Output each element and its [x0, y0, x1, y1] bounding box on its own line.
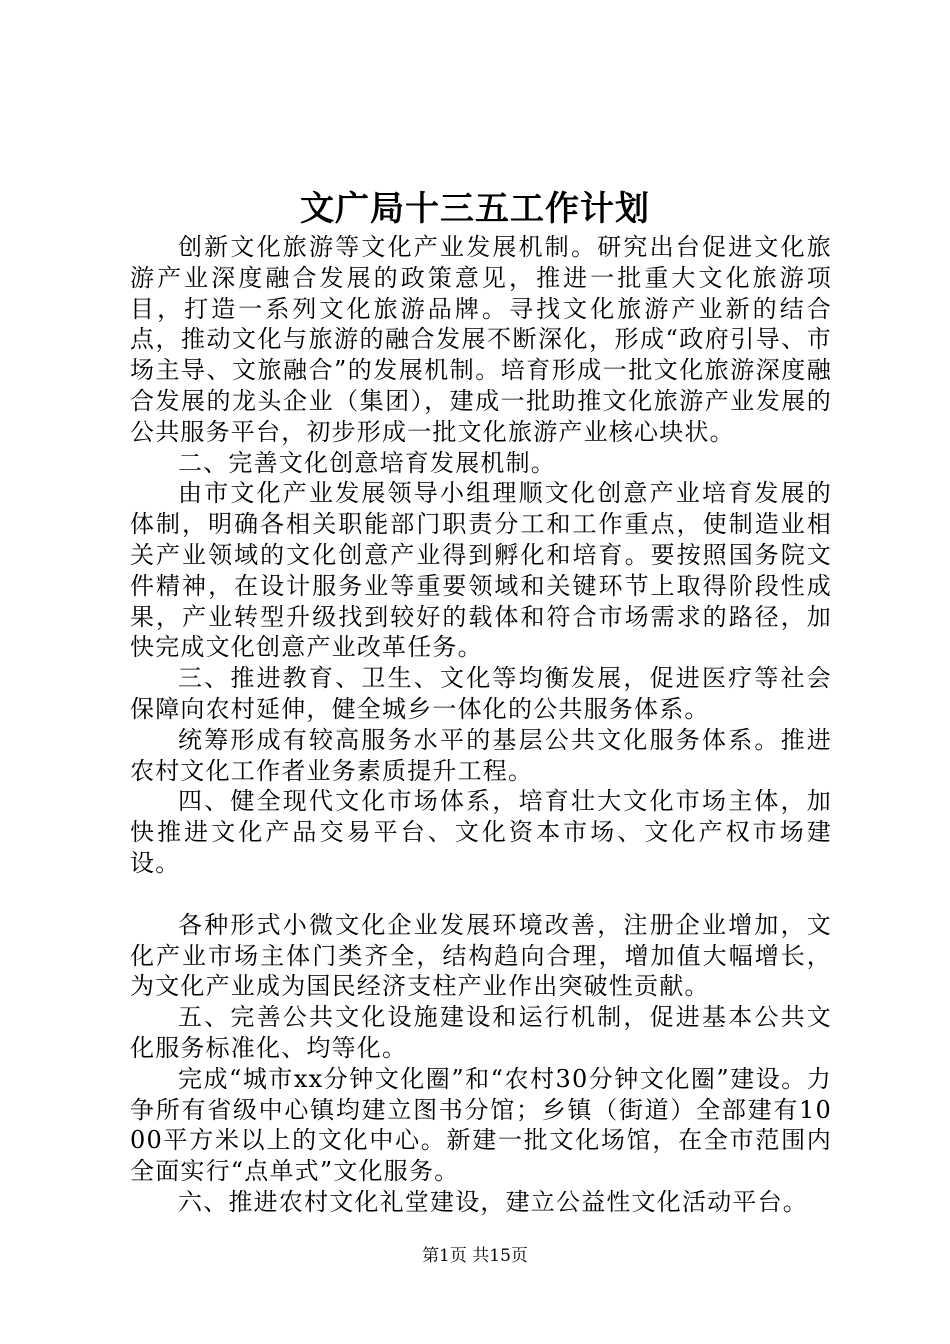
document-title: 文广局十三五工作计划 [300, 189, 650, 229]
heading-creative-cultivation: 二、完善文化创意培育发展机制。 [178, 448, 556, 477]
heading-rural-auditorium: 六、推进农村文化礼堂建设，建立公益性文化活动平台。 [178, 1187, 808, 1216]
heading-public-facilities: 五、完善公共文化设施建设和运行机制，促进基本公共文化服务标准化、均等化。 [130, 1003, 832, 1062]
heading-cultural-market: 四、健全现代文化市场体系，培育壮大文化市场主体，加快推进文化产品交易平台、文化资本市场、文化产权市场建设。 [130, 787, 832, 877]
paragraph-creative-industry: 由市文化产业发展领导小组理顺文化创意产业培育发展的体制，明确各相关职能部门职责分工和工作重点，使制造业相关产业领域的文化创意产业得到孵化和培育。要按照国务院文件精神，在设计服务业等重要领域和关键环节上取得阶段性成果，产业转型升级找到较好的载体和符合市场需求的路径，加快完成文化创意产业改革任务。 [130, 479, 832, 662]
document-body [130, 232, 832, 1218]
paragraph-culture-circle: 完成“城市xx分钟文化圈”和“农村30分钟文化圈”建设。力争所有省级中心镇均建立图书分馆；乡镇（街道）全部建有1000平方米以上的文化中心。新建一批文化场馆，在全市范围内全面实行“点单式”文化服务。 [130, 1064, 832, 1186]
heading-balanced-development: 三、推进教育、卫生、文化等均衡发展，促进医疗等社会保障向农村延伸，健全城乡一体化的公共服务体系。 [130, 664, 832, 723]
paragraph-micro-enterprises: 各种形式小微文化企业发展环境改善，注册企业增加，文化产业市场主体门类齐全，结构趋向合理，增加值大幅增长，为文化产业成为国民经济支柱产业作出突破性贡献。 [130, 910, 832, 1001]
paragraph-spacer [130, 879, 832, 910]
page-number: 第1页 共15页 [422, 1246, 528, 1266]
paragraph-culture-tourism-mechanism: 创新文化旅游等文化产业发展机制。研究出台促进文化旅游产业深度融合发展的政策意见，推进一批重大文化旅游项目，打造一系列文化旅游品牌。寻找文化旅游产业新的结合点，推动文化与旅游的融合发展不断深化，形成“政府引导、市场主导、文旅融合”的发展机制。培育形成一批文化旅游深度融合发展的龙头企业（集团），建成一批助推文化旅游产业发展的公共服务平台，初步形成一批文化旅游产业核心块状。 [130, 233, 832, 446]
paragraph-public-service-system: 统筹形成有较高服务水平的基层公共文化服务体系。推进农村文化工作者业务素质提升工程。 [130, 725, 832, 785]
